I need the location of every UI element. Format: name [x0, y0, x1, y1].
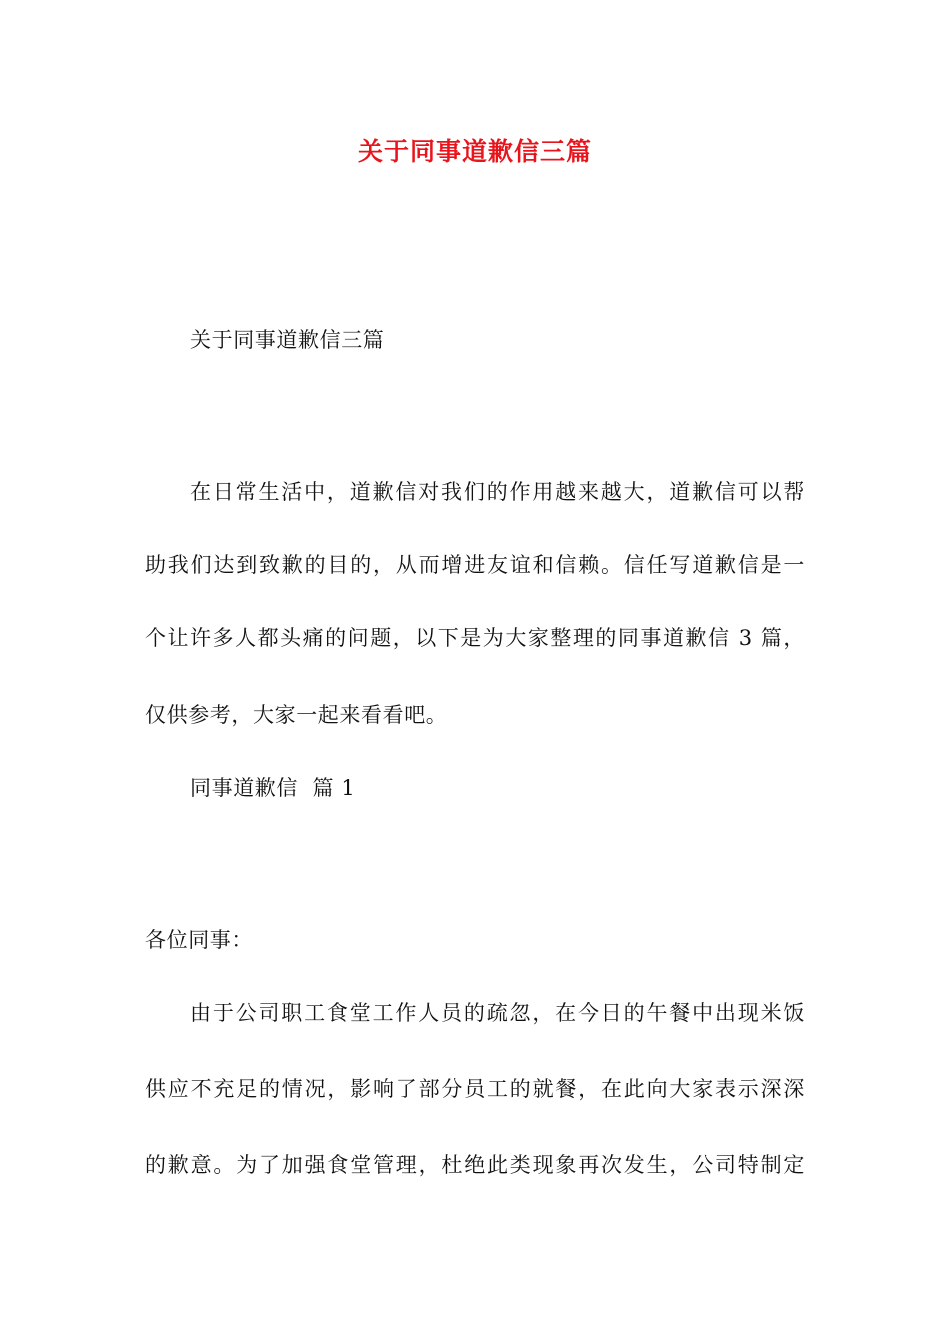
- body-line-3: 的歉意。为了加强食堂管理，杜绝此类现象再次发生，公司特制定: [145, 1153, 805, 1177]
- document-title: 关于同事道歉信三篇: [357, 137, 592, 166]
- document-subtitle: 关于同事道歉信三篇: [190, 328, 385, 352]
- section-heading: 同事道歉信 篇 1: [190, 776, 356, 800]
- body-line-1: 由于公司职工食堂工作人员的疏忽，在今日的午餐中出现米饭: [190, 1001, 805, 1025]
- intro-line-3: 个让许多人都头痛的问题，以下是为大家整理的同事道歉信 3 篇，: [145, 626, 805, 650]
- salutation: 各位同事：: [145, 928, 253, 952]
- intro-line-1: 在日常生活中，道歉信对我们的作用越来越大，道歉信可以帮: [190, 480, 805, 504]
- intro-line-4: 仅供参考，大家一起来看看吧。: [145, 703, 448, 727]
- body-line-2: 供应不充足的情况，影响了部分员工的就餐，在此向大家表示深深: [145, 1077, 805, 1101]
- intro-line-2: 助我们达到致歉的目的，从而增进友谊和信赖。信任写道歉信是一: [145, 553, 805, 577]
